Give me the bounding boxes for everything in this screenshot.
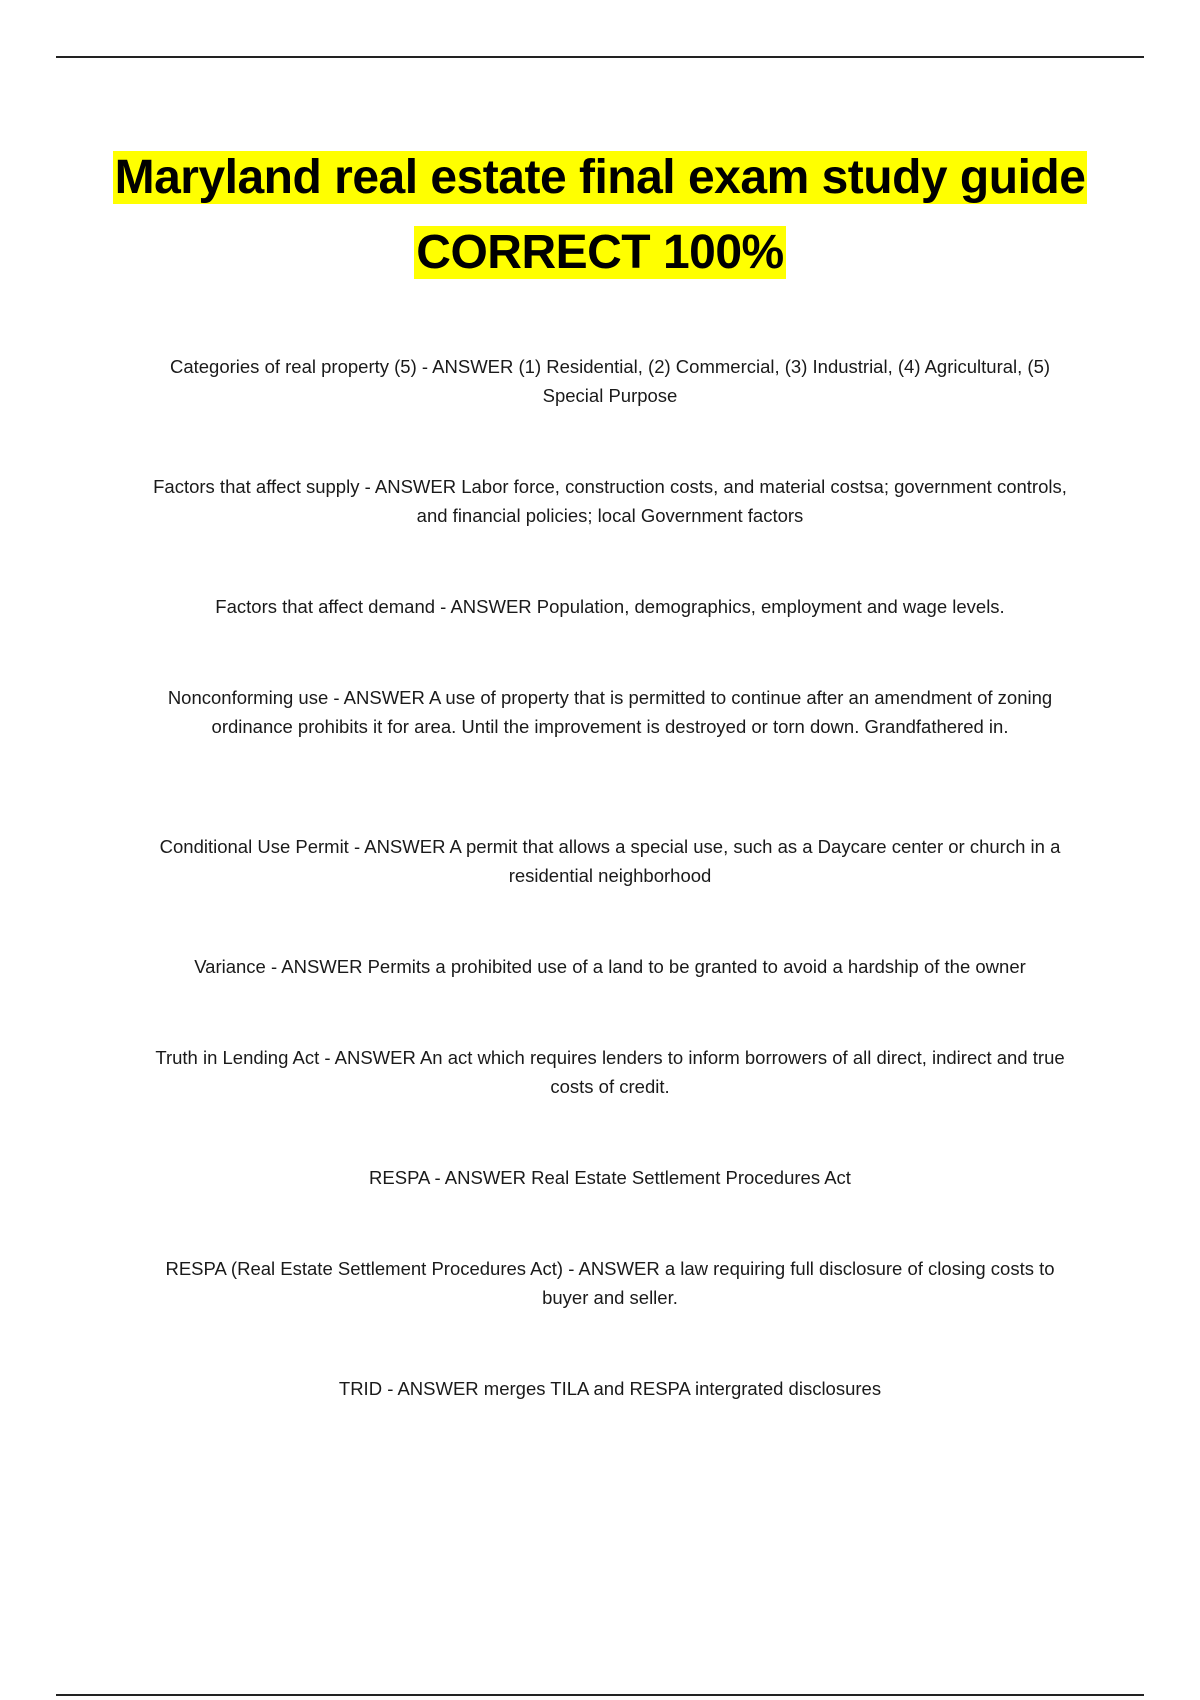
qa-entry-truth-in-lending: Truth in Lending Act - ANSWER An act which requires lenders to inform borrowers of all direct, indirect and true costs of credit. bbox=[155, 1047, 1065, 1097]
bottom-divider bbox=[56, 1694, 1144, 1696]
title-block bbox=[100, 140, 1100, 290]
qa-entry-respa: RESPA - ANSWER Real Estate Settlement Procedures Act bbox=[369, 1167, 851, 1188]
top-divider bbox=[56, 56, 1144, 58]
qa-entry-nonconforming-use: Nonconforming use - ANSWER A use of property that is permitted to continue after an amendment of zoning ordinance prohibits it for area. Until the improvement is destroyed or torn down. Grandfathered in. bbox=[167, 687, 1053, 737]
qa-entry-trid: TRID - ANSWER merges TILA and RESPA intergrated disclosures bbox=[338, 1378, 882, 1399]
qa-entry-respa-full: RESPA (Real Estate Settlement Procedures Act) - ANSWER a law requiring full disclosure of closing costs to buyer and seller. bbox=[165, 1258, 1055, 1308]
document-title: Maryland real estate final exam study guide CORRECT 100% bbox=[114, 151, 1086, 279]
qa-entry-variance: Variance - ANSWER Permits a prohibited use of a land to be granted to avoid a hardship of the owner bbox=[194, 956, 1026, 977]
qa-entry-supply-factors: Factors that affect supply - ANSWER Labor force, construction costs, and material costsa; government controls, and financial policies; local Government factors bbox=[153, 476, 1067, 526]
qa-entry-demand-factors: Factors that affect demand - ANSWER Population, demographics, employment and wage levels. bbox=[215, 596, 1005, 617]
qa-entry-real-property-categories: Categories of real property (5) - ANSWER (1) Residential, (2) Commercial, (3) Industrial, (4) Agricultural, (5) Special Purpose bbox=[169, 356, 1051, 406]
qa-entry-conditional-use-permit: Conditional Use Permit - ANSWER A permit that allows a special use, such as a Daycare center or church in a residential neighborhood bbox=[159, 836, 1061, 886]
